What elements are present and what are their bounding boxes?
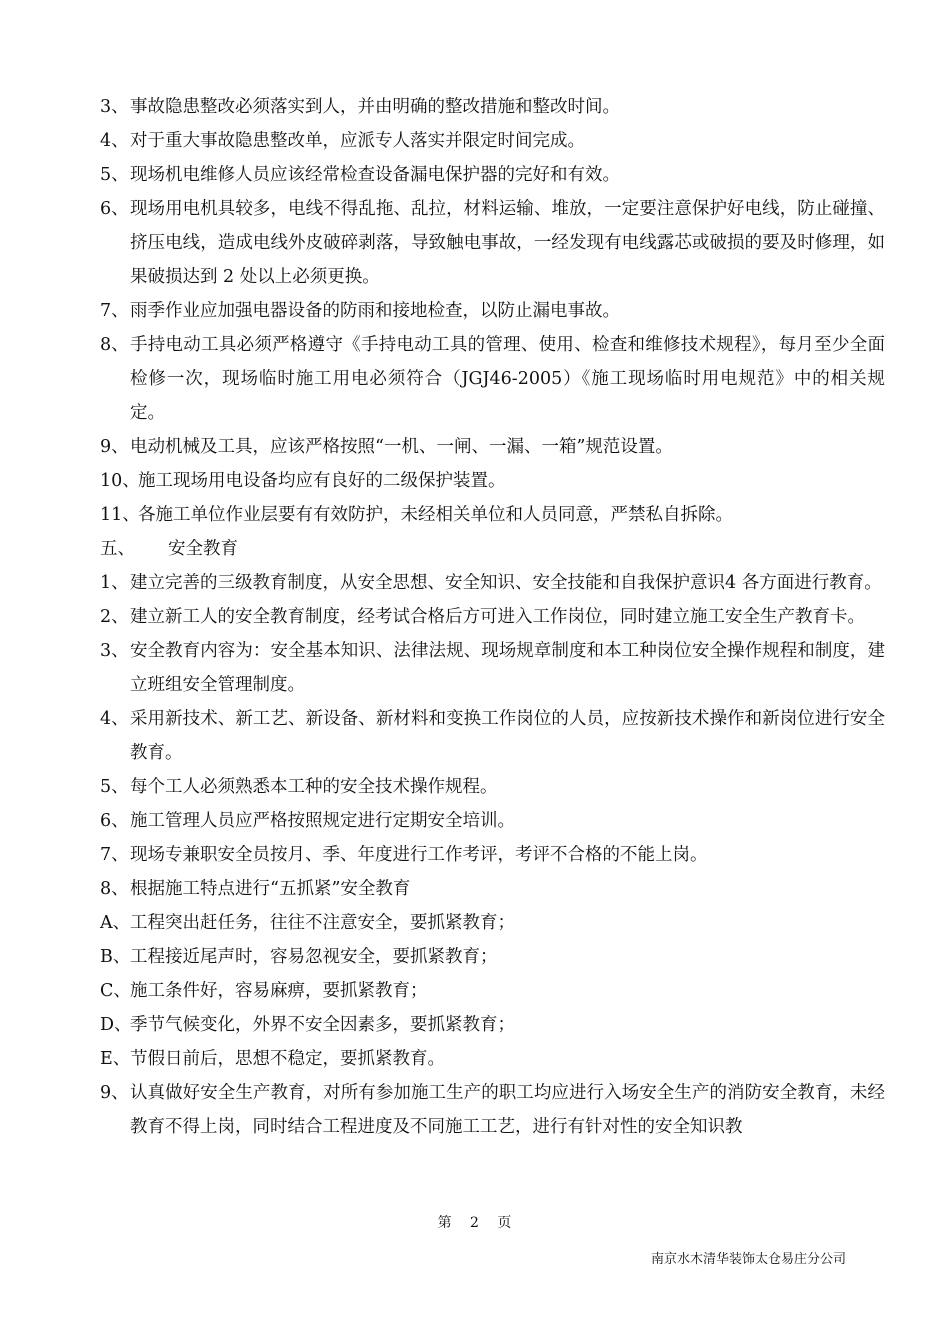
item-text: 节假日前后，思想不稳定，要抓紧教育。: [130, 1049, 445, 1069]
item-number: 11、: [100, 505, 140, 525]
item-number: 8、: [100, 335, 129, 355]
list-item: [100, 158, 885, 192]
item-number: 7、: [100, 845, 129, 865]
list-item: [100, 940, 885, 974]
list-item: [100, 974, 885, 1008]
item-text: 雨季作业应加强电器设备的防雨和接地检查，以防止漏电事故。: [130, 301, 620, 321]
item-text: 对于重大事故隐患整改单，应派专人落实并限定时间完成。: [130, 131, 585, 151]
item-text: 现场机电维修人员应该经常检查设备漏电保护器的完好和有效。: [130, 165, 620, 185]
item-number: 4、: [100, 131, 129, 151]
item-number: 5、: [100, 777, 129, 797]
item-number: 3、: [100, 641, 129, 661]
item-text: 手持电动工具必须严格遵守《手持电动工具的管理、使用、检查和维修技术规程》，每月至少全面检修一次，现场临时施工用电必须符合（JGJ46-2005）《施工现场临时用电规范》中的相关规定。: [130, 335, 885, 423]
item-text: 工程突出赶任务，往往不注意安全，要抓紧教育；: [130, 913, 515, 933]
item-text: 建立完善的三级教育制度，从安全思想、安全知识、安全技能和自我保护意识4 各方面进行教育。: [130, 573, 882, 593]
item-number: 2、: [100, 607, 129, 627]
list-item: [100, 464, 885, 498]
item-number: 9、: [100, 437, 129, 457]
document-body: [100, 90, 885, 1144]
list-item: [100, 498, 885, 532]
company-name: 南京水木清华装饰太仓易庄分公司: [650, 1252, 846, 1267]
item-text: 季节气候变化，外界不安全因素多，要抓紧教育；: [130, 1015, 515, 1035]
list-item: [100, 1076, 885, 1144]
list-item: [100, 906, 885, 940]
item-number: A、: [100, 913, 131, 933]
list-item: [100, 1042, 885, 1076]
item-text: 安全教育内容为：安全基本知识、法律法规、现场规章制度和本工种岗位安全操作规程和制度，建立班组安全管理制度。: [130, 641, 885, 695]
list-item: [100, 328, 885, 430]
last-education-item: [100, 1076, 885, 1144]
list-item: [100, 124, 885, 158]
item-number: 9、: [100, 1083, 129, 1103]
list-item: [100, 192, 885, 294]
item-text: 工程接近尾声时，容易忽视安全，要抓紧教育；: [130, 947, 498, 967]
safety-electrical-list: [100, 90, 885, 532]
item-text: 电动机械及工具，应该严格按照“一机、一闸、一漏、一箱”规范设置。: [130, 437, 673, 457]
item-number: 8、: [100, 879, 129, 899]
section-number: 五、: [100, 539, 135, 559]
list-item: [100, 294, 885, 328]
item-text: 采用新技术、新工艺、新设备、新材料和变换工作岗位的人员，应按新技术操作和新岗位进行安全教育。: [130, 709, 885, 763]
item-number: E、: [100, 1049, 131, 1069]
page-suffix: 页: [497, 1215, 513, 1231]
list-item: [100, 804, 885, 838]
list-item: [100, 90, 885, 124]
item-text: 每个工人必须熟悉本工种的安全技术操作规程。: [130, 777, 498, 797]
item-number: C、: [100, 981, 131, 1001]
item-text: 施工管理人员应严格按照规定进行定期安全培训。: [130, 811, 515, 831]
item-text: 施工现场用电设备均应有良好的二级保护装置。: [138, 471, 506, 491]
list-item: [100, 872, 885, 906]
item-text: 施工条件好，容易麻痹，要抓紧教育；: [130, 981, 428, 1001]
list-item: [100, 1008, 885, 1042]
item-number: B、: [100, 947, 131, 967]
list-item: [100, 634, 885, 702]
item-number: 1、: [100, 573, 129, 593]
safety-education-list: [100, 566, 885, 906]
item-number: 6、: [100, 811, 129, 831]
item-number: 4、: [100, 709, 129, 729]
item-number: 6、: [100, 199, 129, 219]
item-number: 5、: [100, 165, 129, 185]
section-title: 安全教育: [168, 539, 238, 559]
item-text: 事故隐患整改必须落实到人，并由明确的整改措施和整改时间。: [130, 97, 620, 117]
item-number: 7、: [100, 301, 129, 321]
item-number: 10、: [100, 471, 140, 491]
page-number: 2: [470, 1215, 480, 1231]
list-item: [100, 770, 885, 804]
list-item: [100, 838, 885, 872]
list-item: [100, 430, 885, 464]
item-text: 认真做好安全生产教育，对所有参加施工生产的职工均应进行入场安全生产的消防安全教育，未经教育不得上岗，同时结合工程进度及不同施工工艺，进行有针对性的安全知识教: [130, 1083, 885, 1137]
list-item: [100, 600, 885, 634]
item-text: 各施工单位作业层要有有效防护，未经相关单位和人员同意，严禁私自拆除。: [138, 505, 733, 525]
item-text: 现场用电机具较多，电线不得乱拖、乱拉，材料运输、堆放，一定要注意保护好电线，防止碰撞、挤压电线，造成电线外皮破碎剥落，导致触电事故，一经发现有电线露芯或破损的要及时修理，如果破损达到 2 处以上必须更换。: [130, 199, 885, 287]
list-item: [100, 566, 885, 600]
five-urgent-list: [100, 906, 885, 1076]
section-heading: [100, 532, 885, 566]
page-prefix: 第: [437, 1215, 453, 1231]
page-footer-number: [0, 1212, 950, 1232]
list-item: [100, 702, 885, 770]
item-text: 现场专兼职安全员按月、季、年度进行工作考评，考评不合格的不能上岗。: [130, 845, 708, 865]
item-number: 3、: [100, 97, 129, 117]
item-text: 建立新工人的安全教育制度，经考试合格后方可进入工作岗位，同时建立施工安全生产教育卡。: [130, 607, 865, 627]
item-text: 根据施工特点进行“五抓紧”安全教育: [130, 879, 411, 899]
item-number: D、: [100, 1015, 132, 1035]
